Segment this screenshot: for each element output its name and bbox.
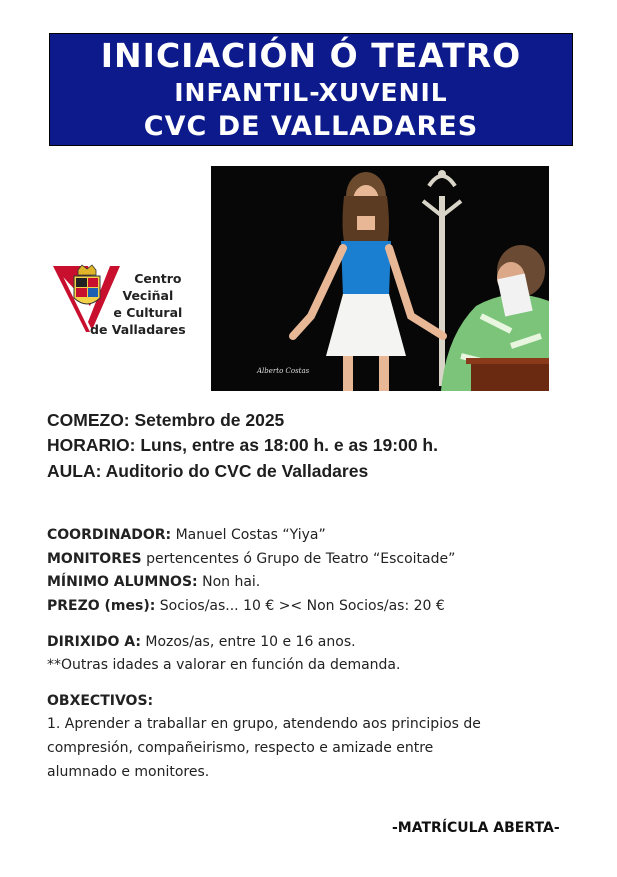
obxectivos-heading: OBXECTIVOS: xyxy=(47,693,154,709)
dirixido-line xyxy=(47,634,356,650)
info-aula: AULA: Auditorio do CVC de Valladares xyxy=(47,461,369,481)
title-line-2: INFANTIL-XUVENIL xyxy=(174,78,448,107)
logo-line: Centro xyxy=(134,271,182,286)
info-comezo: COMEZO: Setembro de 2025 xyxy=(47,410,285,430)
minimo-line xyxy=(47,574,260,590)
obxectivos-line: compresión, compañeirismo, respecto e amizade entre xyxy=(47,740,434,756)
coordinador-value: Manuel Costas “Yiya” xyxy=(171,527,326,543)
title-line-1: INICIACIÓN Ó TEATRO xyxy=(100,36,522,75)
monitores-line xyxy=(47,551,455,567)
dirixido-value: Mozos/as, entre 10 e 16 anos. xyxy=(140,634,356,650)
theatre-scene-icon xyxy=(211,166,549,391)
title-line-3: CVC DE VALLADARES xyxy=(143,111,479,142)
photo-credit: Alberto Costas xyxy=(257,367,310,375)
logo-line: Veciñal xyxy=(122,288,174,303)
matricula-aberta: -MATRÍCULA ABERTA- xyxy=(392,820,560,836)
monitores-label: MONITORES xyxy=(47,551,142,567)
logo-line: e Cultural xyxy=(113,305,183,320)
coordinador-label: COORDINADOR: xyxy=(47,527,172,543)
minimo-label: MÍNIMO ALUMNOS: xyxy=(47,574,198,590)
minimo-value: Non hai. xyxy=(197,574,261,590)
title-banner xyxy=(49,33,573,146)
dirixido-label: DIRIXIDO A: xyxy=(47,634,141,650)
theatre-photo xyxy=(211,166,549,391)
obxectivos-label xyxy=(47,693,153,709)
logo-line: de Valladares xyxy=(90,322,186,337)
info-horario: HORARIO: Luns, entre as 18:00 h. e as 19:00 h. xyxy=(47,435,438,455)
prezo-line xyxy=(47,598,445,614)
coordinador-line xyxy=(47,527,326,543)
prezo-value: Socios/as... 10 € >< Non Socios/as: 20 € xyxy=(155,598,445,614)
cvc-logo-text xyxy=(70,270,186,338)
monitores-value: pertencentes ó Grupo de Teatro “Escoitade” xyxy=(141,551,456,567)
obxectivos-line: 1. Aprender a traballar en grupo, atendendo aos principios de xyxy=(47,716,481,732)
obxectivos-line: alumnado e monitores. xyxy=(47,764,210,780)
prezo-label: PREZO (mes): xyxy=(47,598,156,614)
outras-idades-line: **Outras idades a valorar en función da demanda. xyxy=(47,657,401,673)
